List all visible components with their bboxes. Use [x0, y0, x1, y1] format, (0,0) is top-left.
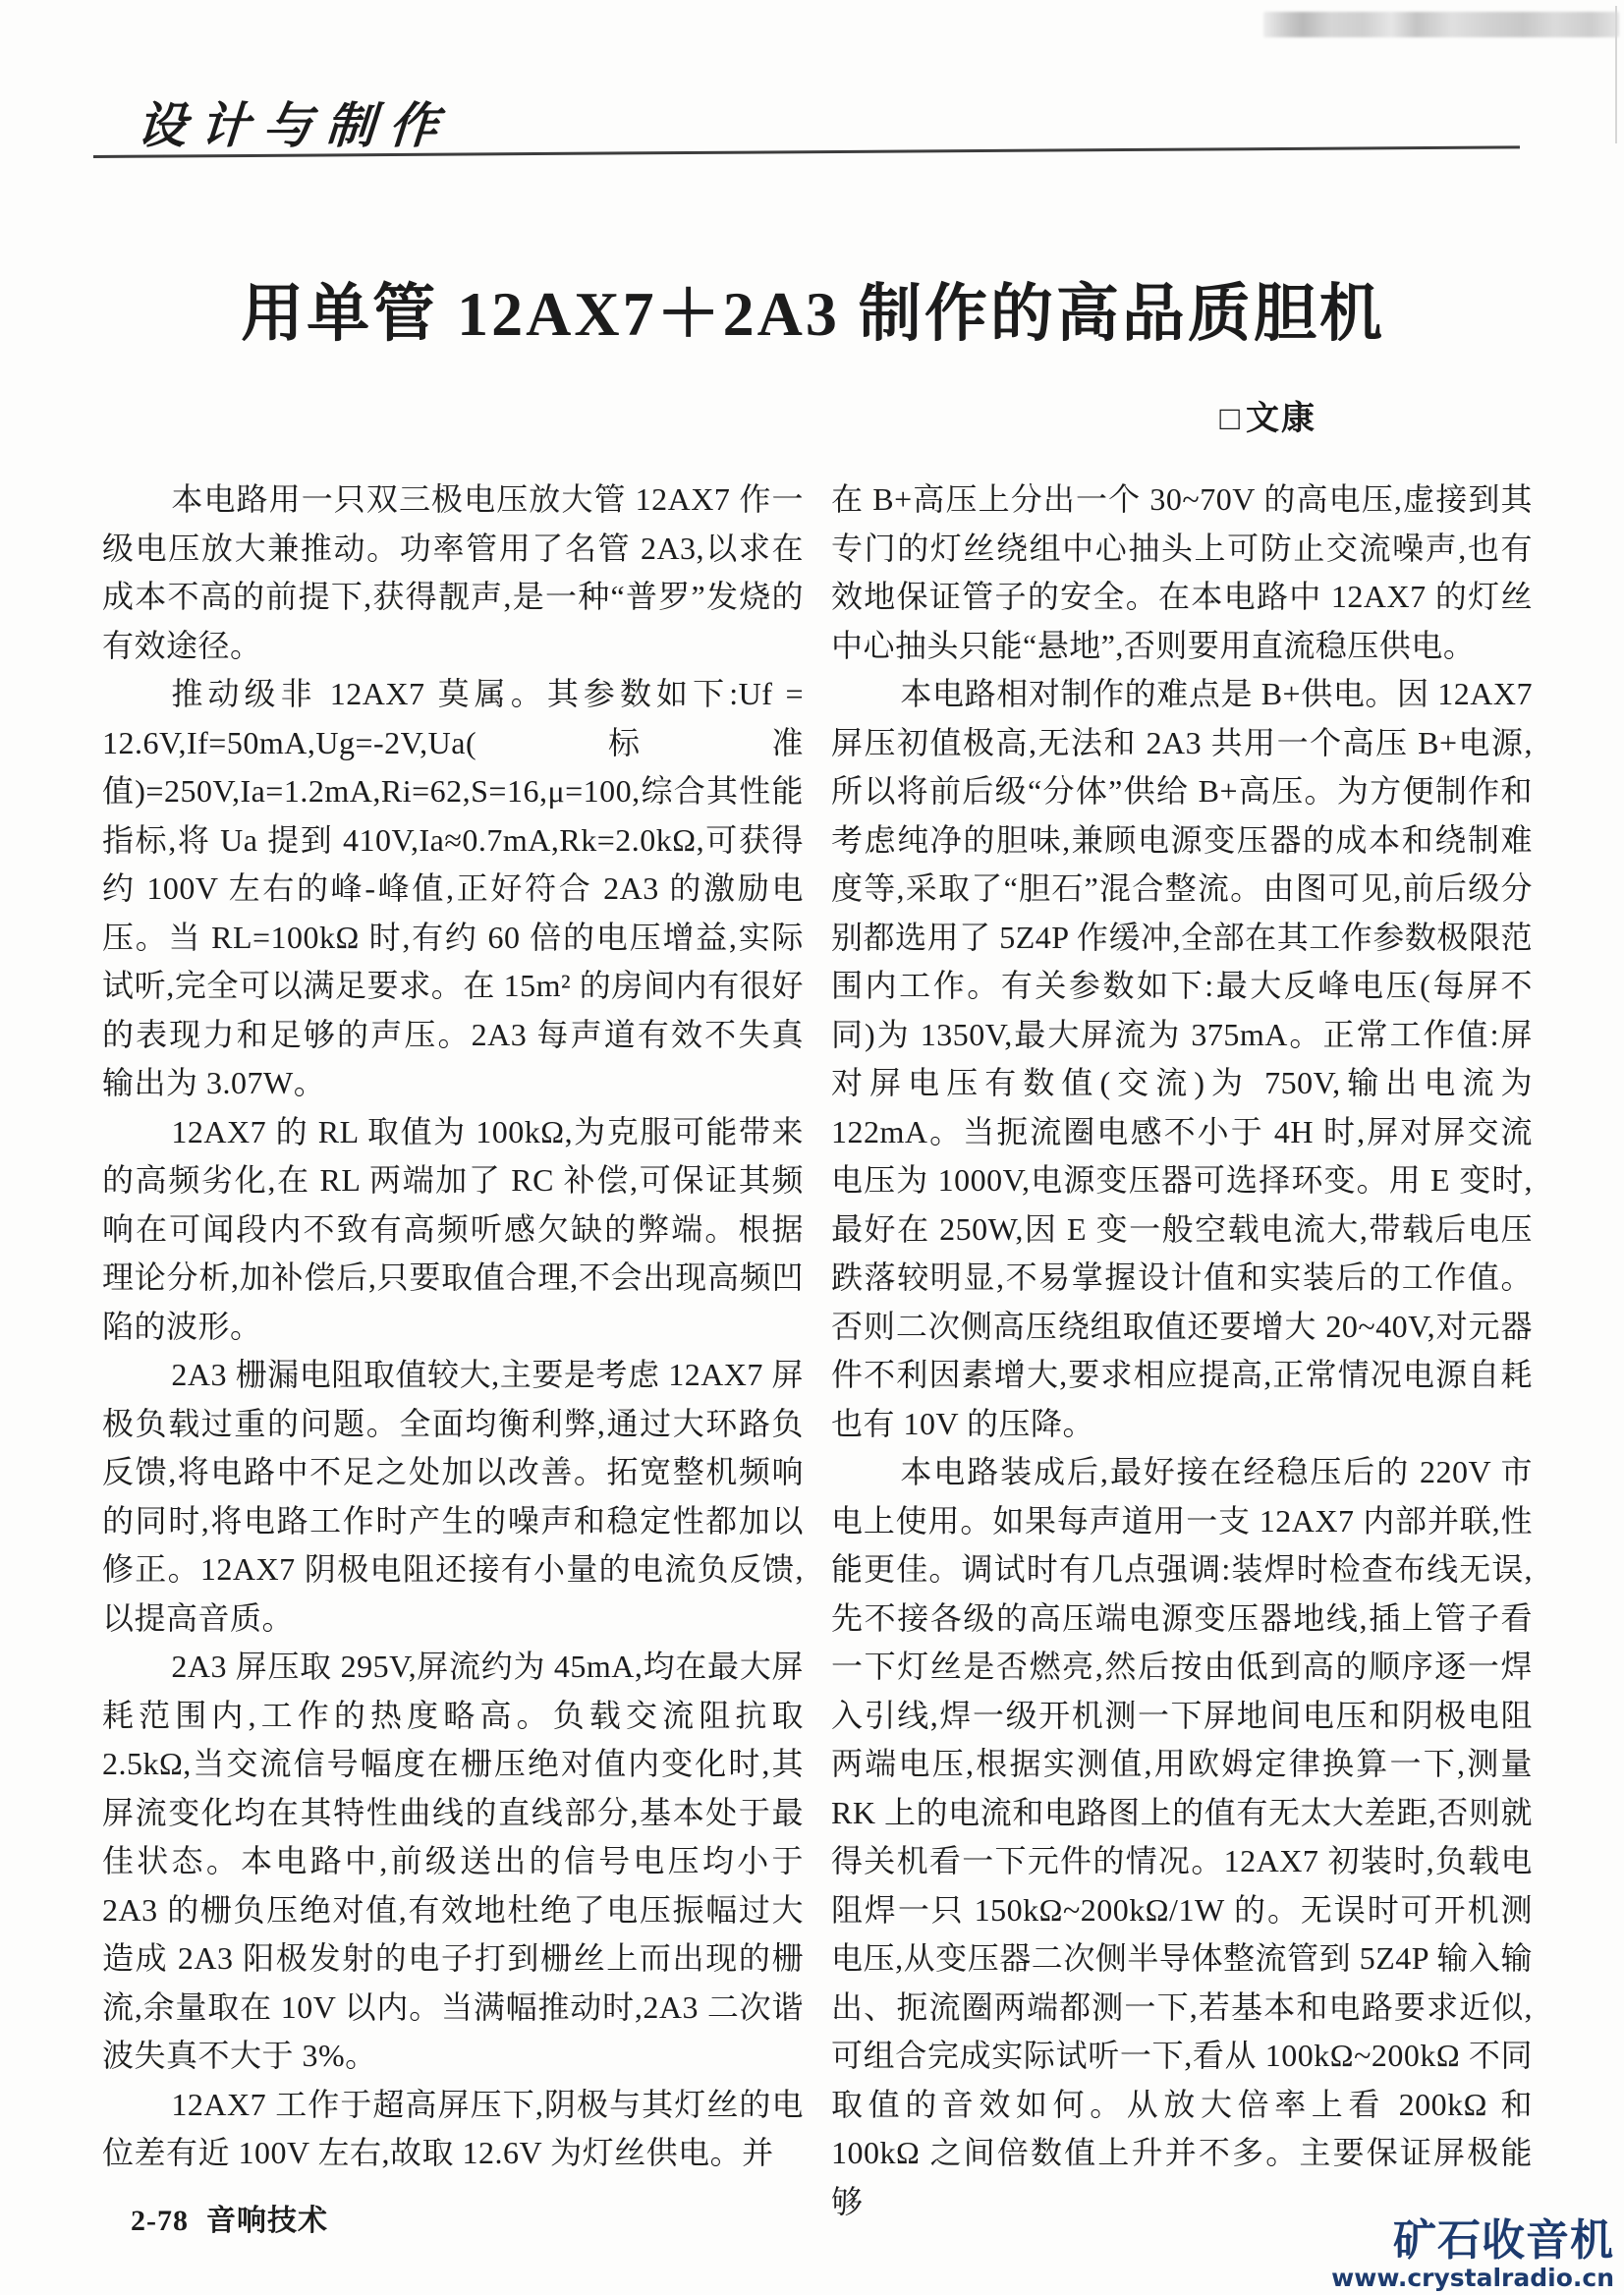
page-footer [131, 2196, 328, 2239]
author-box-icon: □ [1219, 401, 1242, 437]
left-column [102, 476, 804, 2178]
scan-edge-line [1615, 6, 1617, 143]
body-paragraph: 本电路用一只双三极电压放大管 12AX7 作一级电压放大兼推动。功率管用了名管 2A3,以求在成本不高的前提下,获得靓声,是一种“普罗”发烧的有效途径。 [102, 481, 804, 663]
page-number: 2-78 [131, 2205, 189, 2237]
watermark [1202, 2215, 1614, 2293]
author-name: 文康 [1246, 401, 1316, 437]
body-paragraph: 12AX7 的 RL 取值为 100kΩ,为克服可能带来的高频劣化,在 RL 两端加了 RC 补偿,可保证其频响在可闻段内不致有高频听感欠缺的弊端。根据理论分析,加补偿后,只要取值合理,不会出现高频凹陷的波形。 [102, 1113, 804, 1344]
body-paragraph: 2A3 栅漏电阻取值较大,主要是考虑 12AX7 屏极负载过重的问题。全面均衡利弊,通过大环路负反馈,将电路中不足之处加以改善。拓宽整机频响的同时,将电路工作时产生的噪声和稳定性都加以修正。12AX7 阴极电阻还接有小量的电流负反馈,以提高音质。 [102, 1357, 804, 1636]
body-paragraph: 本电路相对制作的难点是 B+供电。因 12AX7 屏压初值极高,无法和 2A3 共用一个高压 B+电源,所以将前后级“分体”供给 B+高压。为方便制作和考虑纯净的胆味,兼顾电源变压器的成本和绕制难度等,采取了“胆石”混合整流。由图可见,前后级分别都选用了 5Z4P 作缓冲,全部在其工作参数极限范围内工作。有关参数如下:最大反峰电压(每屏不同)为 1350V,最大屏流为 375mA。正常工作值:屏对屏电压有数值(交流)为 750V,输出电流为 122mA。当扼流圈电感不小于 4H 时,屏对屏交流电压为 1000V,电源变压器可选择环变。用 E 变时,最好在 250W,因 E 变一般空载电流大,带载后电压跌落较明显,不易掌握设计值和实装后的工作值。否则二次侧高压绕组取值还要增大 20~40V,对元器件不利因素增大,要求相应提高,正常情况电源自耗也有 10V 的压降。 [831, 676, 1533, 1441]
body-paragraph: 2A3 屏压取 295V,屏流约为 45mA,均在最大屏耗范围内,工作的热度略高。负载交流阻抗取 2.5kΩ,当交流信号幅度在栅压绝对值内变化时,其屏流变化均在其特性曲线的直线部分,基本处于最佳状态。本电路中,前级送出的信号电压均小于 2A3 的栅负压绝对值,有效地杜绝了电压振幅过大造成 2A3 阳极发射的电子打到栅丝上而出现的栅流,余量取在 10V 以内。当满幅推动时,2A3 二次谐波失真不大于 3%。 [102, 1649, 804, 2073]
article-author [884, 391, 1316, 439]
watermark-url: www.crystalradio.cn [1331, 2264, 1614, 2293]
section-header: 设计与制作 [135, 98, 454, 153]
body-paragraph: 本电路装成后,最好接在经稳压后的 220V 市电上使用。如果每声道用一支 12AX7 内部并联,性能更佳。调试时有几点强调:装焊时检查布线无误,先不接各级的高压端电源变压器地线,插上管子看一下灯丝是否燃亮,然后按由低到高的顺序逐一焊入引线,焊一级开机测一下屏地间电压和阴极电阻两端电压,根据实测值,用欧姆定律换算一下,测量 RK 上的电流和电路图上的值有无太大差距,否则就得关机看一下元件的情况。12AX7 初装时,负载电阻焊一只 150kΩ~200kΩ/1W 的。无误时可开机测电压,从变压器二次侧半导体整流管到 5Z4P 输入输出、扼流圈两端都测一下,若基本和电路要求近似,可组合完成实际试听一下,看从 100kΩ~200kΩ 不同取值的音效如何。从放大倍率上看 200kΩ 和 100kΩ 之间倍数值上升并不多。主要保证屏极能够 [831, 1454, 1533, 2219]
body-paragraph-continuation: 在 B+高压上分出一个 30~70V 的高电压,虚接到其专门的灯丝绕组中心抽头上可防止交流噪声,也有效地保证管子的安全。在本电路中 12AX7 的灯丝中心抽头只能“悬地”,否则要用直流稳压供电。 [831, 481, 1533, 663]
article-title: 用单管 12AX7＋2A3 制作的高品质胆机 [241, 279, 1385, 349]
watermark-logo: 矿石收音机 [1393, 2215, 1614, 2266]
magazine-name: 音响技术 [206, 2205, 328, 2237]
scan-artifact [1263, 12, 1619, 37]
body-paragraph: 推动级非 12AX7 莫属。其参数如下:Uf = 12.6V,If=50mA,Ug=-2V,Ua(标准值)=250V,Ia=1.2mA,Ri=62,S=16,μ=100,综合其性能指标,将 Ua 提到 410V,Ia≈0.7mA,Rk=2.0kΩ,可获得约 100V 左右的峰-峰值,正好符合 2A3 的激励电压。当 RL=100kΩ 时,有约 60 倍的电压增益,实际试听,完全可以满足要求。在 15m² 的房间内有很好的表现力和足够的声压。2A3 每声道有效不失真输出为 3.07W。 [102, 676, 804, 1100]
right-column [831, 476, 1533, 2226]
body-paragraph: 12AX7 工作于超高屏压下,阴极与其灯丝的电位差有近 100V 左右,故取 12.6V 为灯丝供电。并 [102, 2086, 804, 2170]
